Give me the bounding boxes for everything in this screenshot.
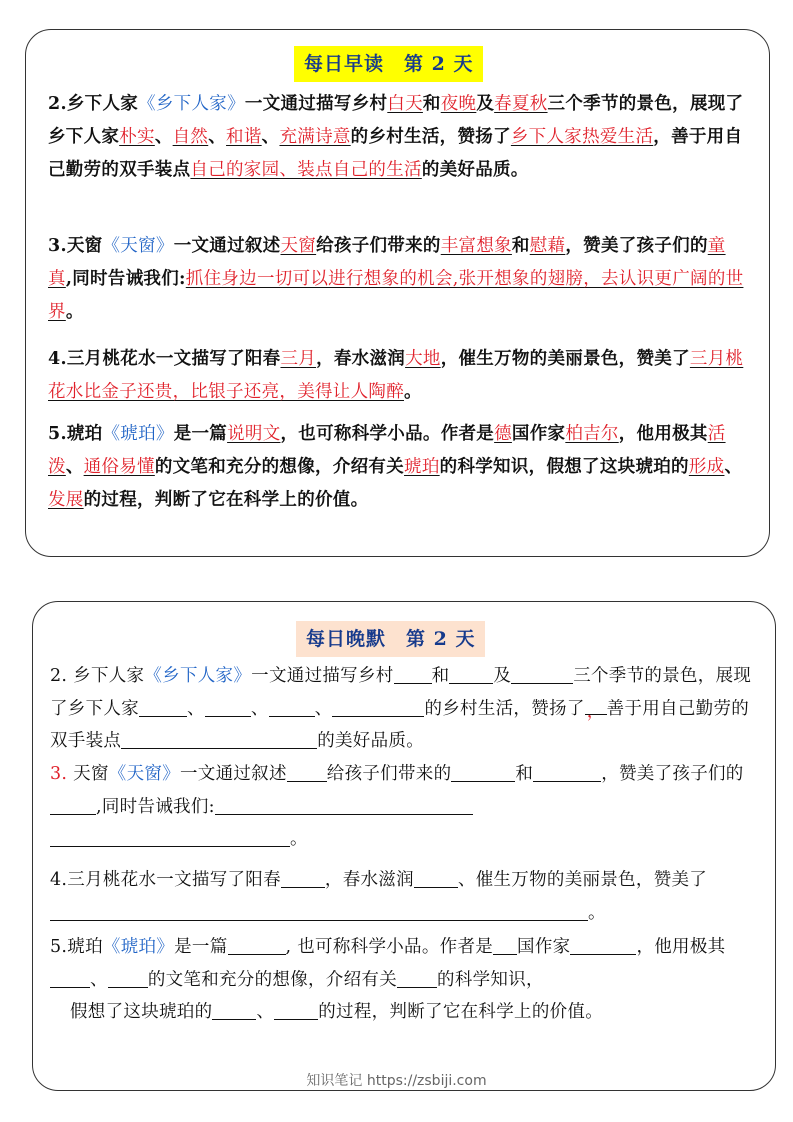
footer-watermark: 知识笔记 https://zsbiji.com bbox=[306, 1073, 487, 1089]
answer-blank[interactable] bbox=[121, 730, 317, 749]
answer-blank[interactable] bbox=[269, 698, 315, 717]
morning-title: 每日早读 第 2 天 bbox=[294, 46, 483, 82]
answer-blank[interactable] bbox=[493, 936, 517, 955]
answer-blank[interactable] bbox=[108, 969, 148, 988]
answer-blank[interactable] bbox=[50, 828, 290, 847]
answer-blank[interactable] bbox=[533, 763, 601, 782]
answer-blank[interactable]: ， bbox=[585, 696, 607, 715]
answer-blank[interactable] bbox=[511, 665, 573, 684]
evening-item-2: 2. 乡下人家《乡下人家》一文通过描写乡村 和 及 三个季节的景色，展现了乡下人家 、 、 、 的乡村生活，赞扬了 ， 善于用自己勤劳的双手装点 的美好品质。 bbox=[50, 666, 752, 751]
evening-item-4: 4.三月桃花水一文描写了阳春 ，春水滋润 、催生万物的美丽景色，赞美了。 bbox=[50, 870, 708, 923]
answer-blank[interactable] bbox=[394, 665, 432, 684]
answer-blank[interactable] bbox=[414, 869, 458, 888]
morning-item-5: 5.琥珀《琥珀》是一篇说明文，也可称科学小品。作者是德国作家柏吉尔，他用极其活泼、通俗易懂的文笔和充分的想像，介绍有关琥珀的科学知识，假想了这块琥珀的形成、发展的过程，判断了它在科学上的价值。 bbox=[48, 424, 743, 510]
morning-item-3: 3.天窗《天窗》一文通过叙述天窗给孩子们带来的丰富想象和慰藉，赞美了孩子们的童真,同时告诫我们:抓住身边一切可以进行想象的机会,张开想象的翅膀，去认识更广阔的世界。 bbox=[48, 236, 744, 322]
answer-blank[interactable] bbox=[281, 869, 325, 888]
answer-blank[interactable] bbox=[570, 936, 636, 955]
answer-blank[interactable] bbox=[332, 698, 424, 717]
evening-dictation-card bbox=[32, 601, 776, 1091]
evening-title: 每日晚默 第 2 天 bbox=[296, 621, 485, 657]
morning-item-4: 4.三月桃花水一文描写了阳春三月，春水滋润大地，催生万物的美丽景色，赞美了三月桃花水比金子还贵，比银子还亮，美得让人陶醉。 bbox=[48, 349, 744, 402]
answer-blank[interactable] bbox=[205, 698, 251, 717]
answer-blank[interactable] bbox=[139, 698, 187, 717]
answer-blank[interactable] bbox=[212, 1001, 256, 1020]
answer-blank[interactable] bbox=[451, 763, 515, 782]
evening-item-5: 5.琥珀《琥珀》是一篇 , 也可称科学小品。作者是 国作家 ，他用极其、 的文笔和充分的想像，介绍有关 的科学知识， 假想了这块琥珀的 、 的过程，判断了它在科学上的价值。 bbox=[50, 937, 726, 1022]
morning-item-2: 2.乡下人家《乡下人家》一文通过描写乡村白天和夜晚及春夏秋三个季节的景色，展现了乡下人家朴实、自然、和谐、充满诗意的乡村生活，赞扬了乡下人家热爱生活，善于用自己勤劳的双手装点自己的家园、装点自己的生活的美好品质。 bbox=[48, 94, 744, 180]
answer-blank[interactable] bbox=[397, 969, 437, 988]
answer-blank[interactable] bbox=[274, 1001, 318, 1020]
answer-blank[interactable] bbox=[215, 796, 473, 815]
answer-blank[interactable] bbox=[287, 763, 327, 782]
answer-blank[interactable] bbox=[50, 902, 588, 921]
morning-reading-card bbox=[25, 29, 770, 557]
answer-blank[interactable] bbox=[50, 969, 90, 988]
answer-blank[interactable] bbox=[228, 936, 286, 955]
answer-blank[interactable] bbox=[50, 796, 96, 815]
answer-blank[interactable] bbox=[449, 665, 493, 684]
evening-item-3: 3. 天窗《天窗》一文通过叙述 给孩子们带来的 和 ，赞美了孩子们的,同时告诫我们: 。 bbox=[50, 764, 744, 849]
